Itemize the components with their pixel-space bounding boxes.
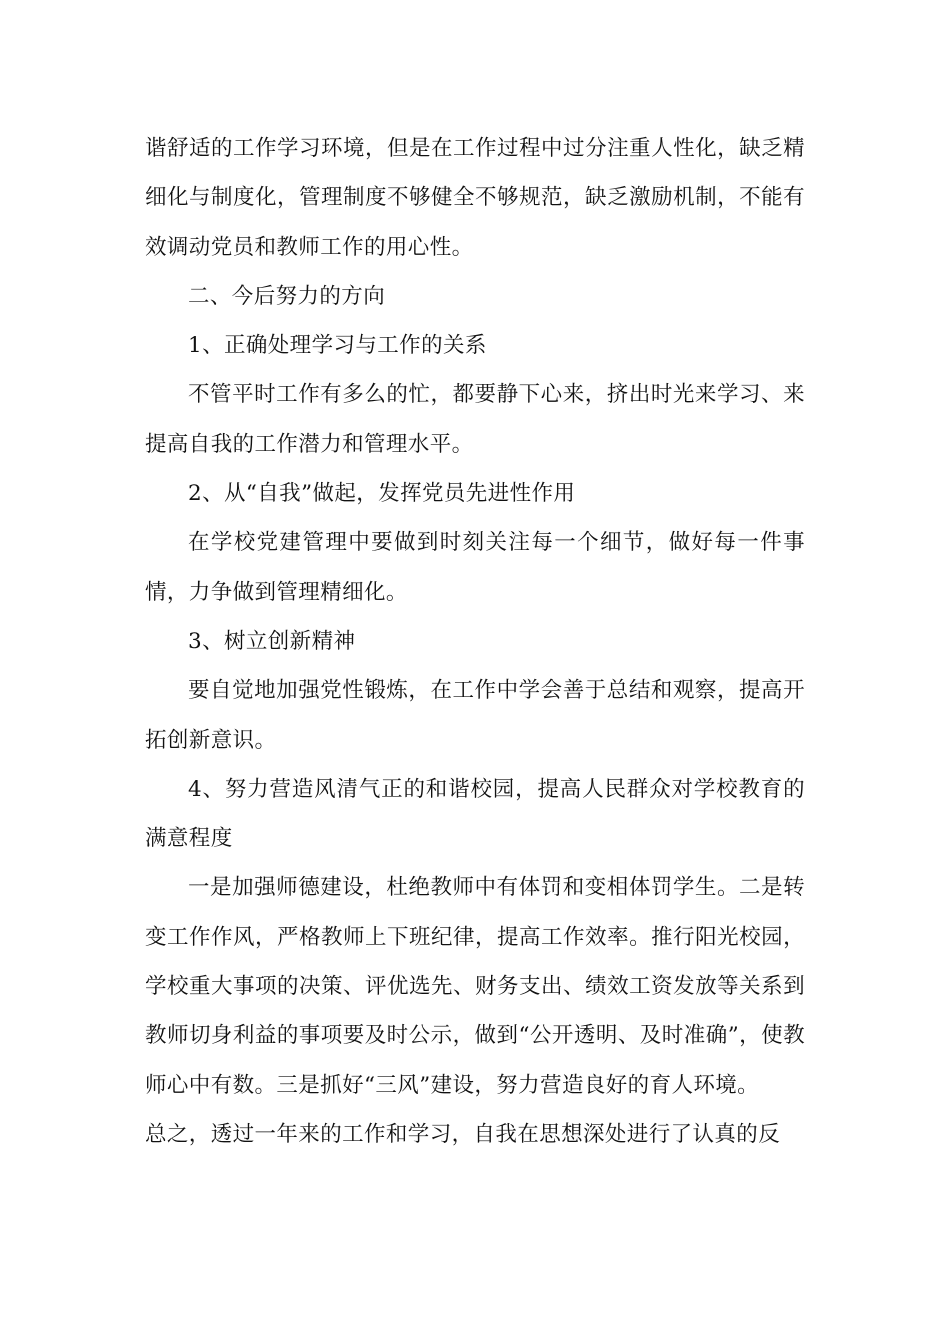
paragraph-summary: 总之，透过一年来的工作和学习，自我在思想深处进行了认真的反 bbox=[145, 1121, 781, 1147]
paragraph-harmonious-campus: 一是加强师德建设，杜绝教师中有体罚和变相体罚学生。二是转变工作作风，严格教师上下班纪律，提高工作效率。推行阳光校园，学校重大事项的决策、评优选先、财务支出、绩效工资发放等关系到教师切身利益的事项要及时公示，做到“公开透明、及时准确”，使教师心中有数。三是抓好“三风”建设，努力营造良好的育人环境。 bbox=[145, 875, 805, 1098]
section-heading-future-direction: 二、今后努力的方向 bbox=[188, 283, 386, 309]
subheading-study-and-work: 1、正确处理学习与工作的关系 bbox=[188, 333, 487, 359]
paragraph-innovation: 要自觉地加强党性锻炼，在工作中学会善于总结和观察，提高开拓创新意识。 bbox=[145, 678, 805, 753]
document-body bbox=[145, 124, 805, 1159]
subheading-innovation: 3、树立创新精神 bbox=[188, 628, 356, 654]
subheading-harmonious-campus: 4、努力营造风清气正的和谐校园，提高人民群众对学校教育的满意程度 bbox=[145, 776, 805, 852]
paragraph-self: 在学校党建管理中要做到时刻关注每一个细节，做好每一件事情，力争做到管理精细化。 bbox=[145, 530, 805, 605]
subheading-start-from-self: 2、从“自我”做起，发挥党员先进性作用 bbox=[188, 481, 576, 507]
paragraph-study: 不管平时工作有多么的忙，都要静下心来，挤出时光来学习、来提高自我的工作潜力和管理水平。 bbox=[145, 382, 805, 457]
paragraph-continuation: 谐舒适的工作学习环境，但是在工作过程中过分注重人性化，缺乏精细化与制度化，管理制度不够健全不够规范，缺乏激励机制，不能有效调动党员和教师工作的用心性。 bbox=[145, 136, 805, 260]
